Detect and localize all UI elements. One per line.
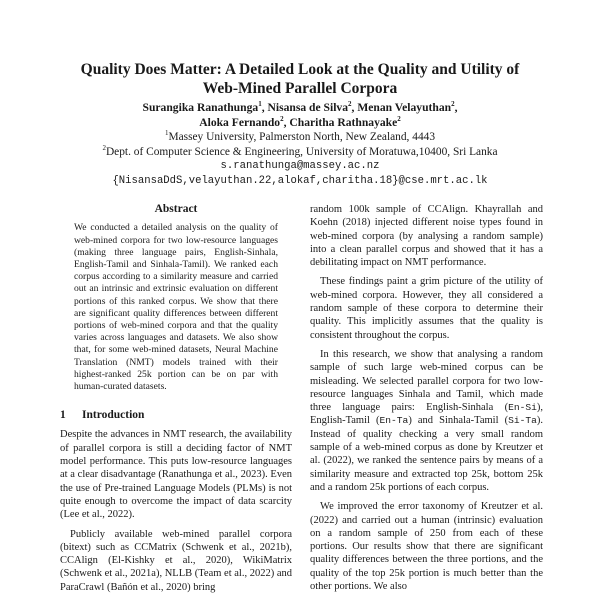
author-list [60, 100, 540, 130]
email-2: {NisansaDdS,velayuthan.22,alokaf,charitha.18}@cse.mrt.ac.lk [112, 174, 488, 187]
paper-title [60, 60, 540, 98]
intro-paragraph-2: Publicly available web-mined parallel corpora (bitext) such as CCMatrix (Schwenk et al., 2021b), CCAlign (El-Kishky et al., 2020), WikiMatrix (Schwenk et al., 2021a), NLLB (Team et al., 2022) and ParaCrawl (Bañón et al., 2020) bring [60, 528, 292, 593]
title-line-2: Web-Mined Parallel Corpora [202, 80, 398, 97]
abstract-text: We conducted a detailed analysis on the quality of web-mined corpora for two low-resource languages (making three language pairs, English-Sinhala, English-Tamil and Sinhala-Tamil). We ranked each corpus according to a similarity measure and carried out an intrinsic and extrinsic evaluation on different portions of this ranked corpus. We show that there are significant quality differences between different portions of web-mined corpora and that the quality varies across languages and datasets. We also show that, for some web-mined datasets, Neural Machine Translation (NMT) models trained with their highest-ranked 25k portion can be on par with human-curated datasets. [74, 222, 278, 392]
text-run: ). Instead of quality checking a very small random sample of a web-mined corpus as done by Kreutzer et al. (2022), we ranked the sentence pairs by means of a similarity measure and extracted top 25k, bottom 25k and a random 25k portions of each corpus. [310, 415, 543, 493]
abstract-heading: Abstract [154, 203, 198, 215]
author-affil-mark: 2 [397, 115, 401, 124]
author-affil-mark: 2 [451, 100, 455, 109]
text-run: ), English-Tamil ( [310, 402, 543, 427]
right-column [310, 203, 543, 593]
affiliations [40, 130, 560, 188]
affil-mark: 2 [102, 143, 106, 152]
author-line-2: Aloka Fernando$^2$, Charitha Rathnayake$^2$ [199, 115, 401, 129]
right-paragraph-3: We improved the error taxonomy of Kreutzer et al. (2022) and carried out a human (intrinsic) evaluation on a random sample of 250 from each of these portions. Our results show that there are significant quality differences between the three portions, and the quality of the top 25k portion is much better than the other portions. We also [310, 501, 543, 593]
right-paragraph-0: random 100k sample of CCAlign. Khayrallah and Koehn (2018) injected different noise types found in web-mined corpora (by analysing a random sample) into a clean parallel corpus and showed that it has a debilitating impact on NMT performance. [310, 204, 543, 269]
code-en-si: En-Si [508, 402, 537, 414]
section-heading-introduction [60, 409, 292, 422]
affiliation-2 [40, 145, 560, 160]
left-column [60, 203, 292, 594]
author-name: Charitha Rathnayake [289, 116, 398, 129]
author-line-1: Surangika Ranathunga$^1$, Nisansa de Silva$^2$, Menan Velayuthan$^2$, [142, 100, 458, 114]
author-name: Menan Velayuthan [357, 101, 452, 114]
right-paragraph-2 [310, 348, 543, 494]
affil-mark: 1 [164, 129, 169, 138]
author-affil-mark: 1 [258, 100, 262, 109]
text-run: ) and Sinhala-Tamil ( [408, 415, 509, 427]
author-name: Surangika Ranathunga [142, 101, 259, 114]
email-1: s.ranathunga@massey.ac.nz [220, 160, 380, 172]
affiliation-2-text: Dept. of Computer Science & Engineering, University of Moratuwa,10400, Sri Lanka [105, 145, 498, 158]
affiliation-1 [40, 130, 560, 145]
author-affil-mark: 2 [348, 100, 352, 109]
code-si-ta: Si-Ta [508, 415, 537, 427]
author-name: Aloka Fernando [199, 116, 281, 129]
section-title: Introduction [82, 409, 145, 422]
affiliation-1-text: Massey University, Palmerston North, New Zealand, 4443 [168, 131, 436, 143]
author-name: Nisansa de Silva [267, 101, 349, 114]
text-run: In this research, we show that analysing a random sample of such large web-mined corpus can be misleading. We selected parallel corpora for two low-resource languages Sinhala and Tamil, which made three language pairs: English-Sinhala ( [310, 348, 543, 414]
intro-paragraph-1: Despite the advances in NMT research, the availability of parallel corpora is still a deciding factor of NMT model performance. This puts low-resource languages at a clear disadvantage (Ranathunga et al., 2023). Even the use of Pre-trained Language Models (PLMs) is not quite enough to overcome the impact of data scarcity (Lee et al., 2022). [60, 429, 292, 521]
section-number: 1 [60, 409, 66, 422]
code-en-ta: En-Ta [379, 415, 409, 427]
author-affil-mark: 2 [280, 115, 284, 124]
right-paragraph-1: These findings paint a grim picture of the utility of web-mined corpora. However, they all considered a random sample of these corpora to determine their quality. This implicitly assumes that the quality is consistent throughout the corpus. [310, 276, 543, 341]
title-line-1: Quality Does Matter: A Detailed Look at the Quality and Utility of [80, 61, 520, 78]
